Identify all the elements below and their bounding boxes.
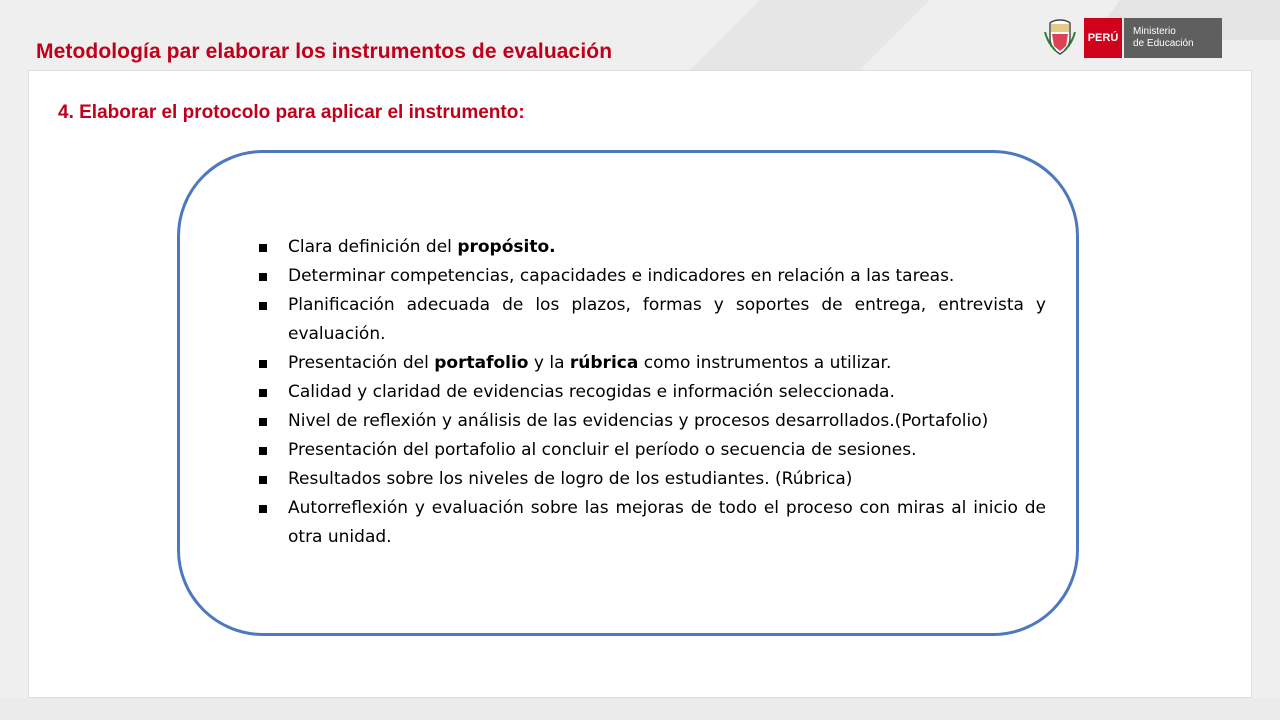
ministry-label [1124,18,1222,58]
square-bullet-icon [259,389,267,397]
slide-title: Metodología par elaborar los instrumentos de evaluación [36,40,613,63]
square-bullet-icon [259,505,267,513]
square-bullet-icon [259,273,267,281]
list-item: Presentación del portafolio al concluir el período o secuencia de sesiones. [258,436,1046,465]
square-bullet-icon [259,476,267,484]
square-bullet-icon [259,447,267,455]
list-item: Resultados sobre los niveles de logro de los estudiantes. (Rúbrica) [258,465,1046,494]
section-subtitle: 4. Elaborar el protocolo para aplicar el instrumento: [58,102,525,123]
peru-label: PERÚ [1084,18,1122,58]
ministry-logo [1043,16,1223,62]
square-bullet-icon [259,418,267,426]
list-item: Planificación adecuada de los plazos, formas y soportes de entrega, entrevista y evaluación. [258,291,1046,349]
list-item: Presentación del portafolio y la rúbrica como instrumentos a utilizar. [258,349,1046,378]
square-bullet-icon [259,360,267,368]
ministry-line-2: de Educación [1133,38,1194,49]
peru-coat-of-arms-icon [1043,18,1077,56]
protocol-list [258,233,1046,552]
square-bullet-icon [259,244,267,252]
list-item: Clara definición del propósito. [258,233,1046,262]
square-bullet-icon [259,302,267,310]
list-item: Calidad y claridad de evidencias recogidas e información seleccionada. [258,378,1046,407]
list-item: Determinar competencias, capacidades e indicadores en relación a las tareas. [258,262,1046,291]
list-item: Autorreflexión y evaluación sobre las mejoras de todo el proceso con miras al inicio de otra unidad. [258,494,1046,552]
list-item: Nivel de reflexión y análisis de las evidencias y procesos desarrollados.(Portafolio) [258,407,1046,436]
ministry-line-1: Ministerio [1133,26,1176,37]
